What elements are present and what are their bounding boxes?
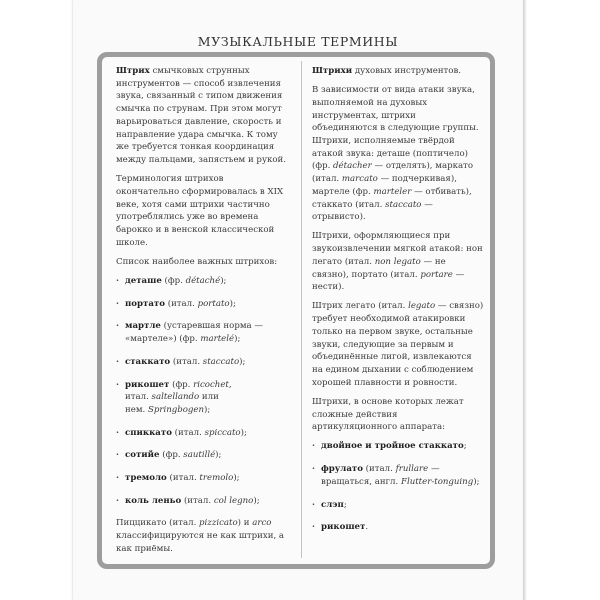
item-text: ; bbox=[463, 441, 467, 452]
item-text: , bbox=[228, 379, 232, 390]
item-italic: Springbogen bbox=[147, 404, 205, 415]
term-bold: Штрихи bbox=[312, 66, 353, 76]
item-text: ); bbox=[220, 276, 227, 287]
right-paragraph-3 bbox=[312, 135, 484, 224]
list-item bbox=[116, 427, 288, 440]
item-italic: staccato bbox=[202, 356, 240, 367]
paragraph-text: — отбивать), стаккато (итал. bbox=[312, 186, 472, 210]
italic-term: portare bbox=[420, 269, 453, 280]
item-text: (итал. bbox=[181, 495, 214, 506]
item-text: (устаревшая норма — «мартеле») (фр. bbox=[125, 321, 263, 345]
column-divider bbox=[301, 61, 302, 558]
item-text: (итал. bbox=[171, 427, 205, 438]
item-italic: frullare bbox=[395, 464, 429, 475]
italic-term: pizzicato bbox=[199, 518, 238, 529]
paragraph-text: Штрихи, исполняемые твёрдой атакой звука: деташе (поптичело) (фр. bbox=[312, 136, 468, 172]
item-term: мартле bbox=[125, 321, 161, 332]
strokes-list bbox=[116, 275, 288, 507]
item-text: ); bbox=[253, 495, 260, 506]
item-text: (фр. bbox=[169, 379, 194, 390]
paragraph-text: смычковых струнных инструментов — способ извлечения звука, связанный с типом движения смычка по струнам. При этом могут варьироваться давление, скорость и направление удара смычка. К тому же требуется тонкая координация между пальцами, запястьем и рукой. bbox=[116, 66, 286, 165]
paragraph-text: Штрихи, оформляющиеся при звукоизвлечении мягкой атакой: нон легато (итал. bbox=[312, 231, 483, 267]
italic-term: non legato bbox=[374, 256, 421, 267]
list-item bbox=[312, 463, 484, 488]
italic-term: staccato bbox=[385, 199, 422, 210]
list-item bbox=[116, 298, 288, 311]
item-term: сотийе bbox=[125, 450, 160, 461]
right-paragraph-6: Штрихи, в основе которых лежат сложные действия артикуляционного аппарата: bbox=[312, 396, 464, 433]
item-text: (фр. bbox=[161, 276, 186, 287]
item-italic: sautillé bbox=[183, 450, 216, 461]
italic-term: détacher bbox=[333, 161, 372, 172]
item-term: двойное и тройное стаккато bbox=[321, 441, 464, 452]
italic-term: legato bbox=[408, 301, 436, 312]
item-italic: détaché bbox=[185, 276, 221, 287]
paragraph-text: — не связно), портато (итал. bbox=[312, 256, 446, 280]
left-paragraph-3: Список наиболее важных штрихов: bbox=[116, 256, 278, 267]
italic-term: marcato bbox=[341, 174, 378, 185]
paragraph-text: классифицируются не как штрихи, а как приёмы. bbox=[116, 531, 285, 554]
paragraph-text: Штрих легато (итал. bbox=[312, 301, 409, 312]
paragraph-text: — подчеркивая), мартеле (фр. bbox=[312, 174, 457, 197]
paragraph-text: — связно) требует необходимой атакировки только на первом звуке, остальные звуки, следующие за первым и объединённые лигой, извлекаются на едином дыхании с соблюдением хорошей плавности и ровности. bbox=[312, 301, 484, 388]
left-column bbox=[116, 65, 288, 562]
item-text: ); bbox=[240, 427, 247, 438]
list-item bbox=[116, 472, 288, 485]
item-text: ); bbox=[239, 356, 246, 367]
italic-term: arco bbox=[252, 518, 272, 529]
left-paragraph-2: Терминология штрихов окончательно сформировалась в XIX веке, хотя сами штрихи частично употреблялись уже во времена барокко и в венской классической школе. bbox=[116, 174, 284, 248]
list-item bbox=[312, 521, 484, 534]
item-text: (итал. bbox=[362, 464, 396, 475]
item-text: ); bbox=[204, 404, 211, 415]
list-item bbox=[116, 449, 288, 462]
item-italic: tremolo bbox=[199, 473, 234, 484]
item-text: . bbox=[365, 522, 369, 533]
item-text: — вращаться, англ. bbox=[321, 464, 440, 487]
list-item bbox=[116, 275, 288, 288]
item-italic: martelé bbox=[200, 334, 235, 345]
right-paragraph-1 bbox=[312, 65, 484, 78]
item-italic: saltellando bbox=[151, 392, 200, 403]
list-item bbox=[116, 356, 288, 369]
paragraph-text: — нести). bbox=[312, 269, 465, 293]
item-term: спиккато bbox=[125, 427, 172, 438]
term-bold: Штрих bbox=[116, 66, 150, 76]
item-term: слэп bbox=[321, 499, 344, 510]
item-term: тремоло bbox=[125, 473, 167, 484]
item-term: фрулато bbox=[321, 464, 363, 475]
item-term: коль леньо bbox=[125, 495, 182, 506]
italic-term: marteler bbox=[373, 186, 412, 197]
right-paragraph-2: В зависимости от вида атаки звука, выполняемой на духовых инструментах, штрихи объединяются в следующие группы. bbox=[312, 85, 479, 134]
paragraph-text: Пиццикато (итал. bbox=[116, 518, 200, 529]
item-text: (итал. bbox=[170, 356, 203, 367]
item-term: портато bbox=[125, 298, 165, 309]
item-text: итал. bbox=[125, 392, 152, 403]
item-italic: ricochet bbox=[193, 379, 229, 390]
item-text: ); bbox=[234, 334, 241, 345]
left-paragraph-4 bbox=[116, 517, 288, 555]
item-italic: spiccato bbox=[204, 427, 241, 438]
left-paragraph-1 bbox=[116, 65, 288, 167]
item-text: ); bbox=[233, 473, 240, 484]
list-item bbox=[116, 495, 288, 508]
item-italic: portato bbox=[197, 298, 230, 309]
complex-strokes-list bbox=[312, 440, 484, 534]
item-term: рикошет bbox=[321, 522, 366, 533]
right-paragraph-4 bbox=[312, 230, 484, 294]
item-text: ; bbox=[343, 499, 347, 510]
item-text: (фр. bbox=[159, 450, 184, 461]
paragraph-text: — отрывисто). bbox=[312, 199, 433, 223]
item-text: нем. bbox=[125, 404, 148, 415]
item-text: ); bbox=[215, 450, 222, 461]
page-title: МУЗЫКАЛЬНЫЕ ТЕРМИНЫ bbox=[197, 34, 399, 49]
item-text: или bbox=[199, 392, 219, 403]
item-text: (итал. bbox=[166, 473, 200, 484]
right-paragraph-5 bbox=[312, 300, 484, 389]
paragraph-text: — отделять), маркато (итал. bbox=[312, 161, 473, 185]
item-term: рикошет bbox=[125, 379, 170, 390]
list-item bbox=[116, 379, 288, 417]
list-item bbox=[116, 320, 288, 345]
item-text: ); bbox=[473, 476, 480, 487]
item-text: ); bbox=[229, 298, 236, 309]
paragraph-text: духовых инструментов. bbox=[352, 66, 462, 76]
list-item bbox=[312, 499, 484, 512]
item-term: деташе bbox=[125, 276, 162, 287]
item-italic: Flutter-tonguing bbox=[400, 476, 474, 487]
content-frame bbox=[97, 52, 495, 569]
list-item bbox=[312, 440, 484, 453]
right-column bbox=[312, 65, 484, 544]
item-italic: col legno bbox=[213, 495, 254, 506]
paragraph-text: ) и bbox=[237, 518, 253, 529]
item-text: (итал. bbox=[164, 298, 198, 309]
item-term: стаккато bbox=[125, 356, 171, 367]
page-edge bbox=[523, 0, 527, 600]
